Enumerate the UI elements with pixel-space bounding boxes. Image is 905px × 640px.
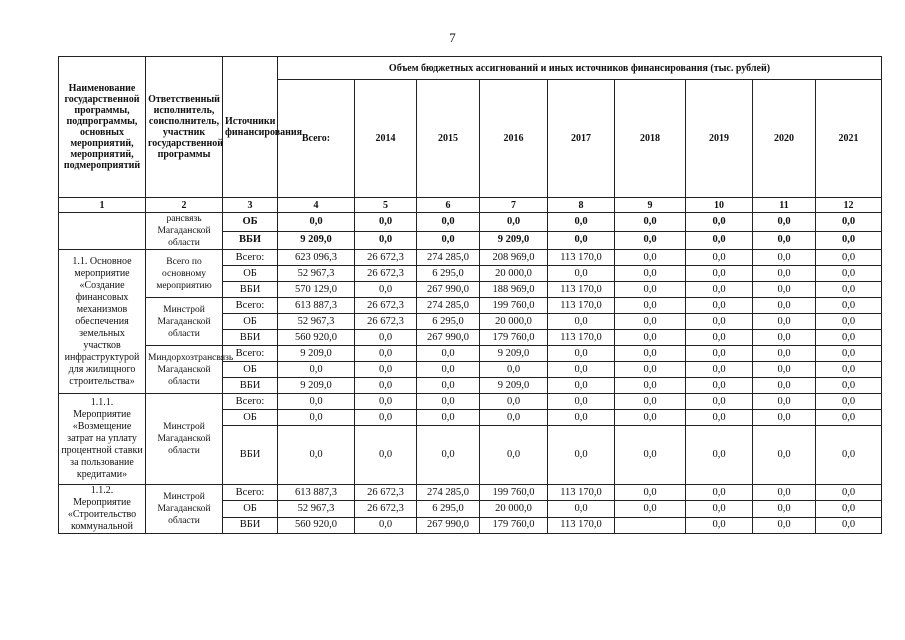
header-year: 2021 [816,80,882,198]
value-cell: 0,0 [355,410,417,426]
value-cell: 0,0 [417,378,480,394]
value-cell: 0,0 [686,282,753,298]
funding-source: ОБ [223,410,278,426]
value-cell: 20 000,0 [480,501,548,517]
value-cell: 0,0 [686,231,753,250]
header-year: 2019 [686,80,753,198]
value-cell: 0,0 [615,426,686,485]
value-cell: 0,0 [278,426,355,485]
value-cell: 0,0 [816,485,882,501]
value-cell: 0,0 [355,394,417,410]
value-cell: 0,0 [816,362,882,378]
value-cell: 0,0 [355,231,417,250]
value-cell: 0,0 [615,330,686,346]
value-cell: 0,0 [816,378,882,394]
header-year: 2016 [480,80,548,198]
value-cell: 0,0 [355,362,417,378]
value-cell: 0,0 [480,394,548,410]
value-cell: 0,0 [686,410,753,426]
value-cell: 0,0 [355,282,417,298]
value-cell: 0,0 [686,517,753,533]
value-cell: 188 969,0 [480,282,548,298]
value-cell: 0,0 [417,426,480,485]
value-cell: 9 209,0 [480,378,548,394]
executor-name: рансвязь Магаданской области [146,213,223,250]
value-cell: 0,0 [753,266,816,282]
value-cell: 0,0 [548,394,615,410]
value-cell: 267 990,0 [417,330,480,346]
value-cell: 0,0 [278,213,355,232]
funding-source: ВБИ [223,282,278,298]
value-cell: 26 672,3 [355,485,417,501]
value-cell: 0,0 [355,517,417,533]
value-cell: 0,0 [686,501,753,517]
value-cell: 0,0 [417,394,480,410]
value-cell: 0,0 [278,362,355,378]
value-cell: 9 209,0 [480,346,548,362]
funding-source: ВБИ [223,426,278,485]
column-number: 3 [223,198,278,213]
value-cell: 0,0 [615,410,686,426]
table-row [59,346,882,362]
funding-source: ВБИ [223,517,278,533]
value-cell: 0,0 [615,394,686,410]
value-cell: 0,0 [355,346,417,362]
value-cell: 0,0 [417,213,480,232]
value-cell: 113 170,0 [548,298,615,314]
value-cell: 0,0 [615,501,686,517]
column-number: 9 [615,198,686,213]
value-cell: 0,0 [355,330,417,346]
value-cell: 0,0 [686,330,753,346]
value-cell: 26 672,3 [355,314,417,330]
funding-source: ВБИ [223,330,278,346]
funding-source: Всего: [223,485,278,501]
table-row [59,298,882,314]
value-cell: 0,0 [355,378,417,394]
funding-source: Всего: [223,298,278,314]
header-year: 2020 [753,80,816,198]
value-cell: 0,0 [615,346,686,362]
value-cell: 0,0 [753,362,816,378]
value-cell: 0,0 [615,231,686,250]
value-cell: 0,0 [753,501,816,517]
value-cell: 0,0 [615,362,686,378]
value-cell: 0,0 [753,282,816,298]
value-cell: 0,0 [480,410,548,426]
value-cell: 0,0 [753,314,816,330]
value-cell: 0,0 [278,394,355,410]
value-cell: 0,0 [615,282,686,298]
value-cell: 0,0 [753,213,816,232]
value-cell: 0,0 [816,426,882,485]
value-cell: 9 209,0 [278,346,355,362]
header-year: 2018 [615,80,686,198]
value-cell: 9 209,0 [480,231,548,250]
value-cell: 0,0 [615,213,686,232]
column-number: 11 [753,198,816,213]
value-cell: 0,0 [480,213,548,232]
value-cell: 52 967,3 [278,501,355,517]
value-cell: 0,0 [816,330,882,346]
value-cell: 0,0 [417,346,480,362]
value-cell: 274 285,0 [417,250,480,266]
value-cell: 52 967,3 [278,314,355,330]
funding-source: ОБ [223,266,278,282]
value-cell: 0,0 [615,250,686,266]
value-cell: 267 990,0 [417,282,480,298]
funding-source: ВБИ [223,378,278,394]
program-name: 1.1.1. Мероприятие «Возмещение затрат на уплату процентной ставки за пользование кредитами» [59,394,146,485]
funding-source: Всего: [223,394,278,410]
value-cell: 20 000,0 [480,266,548,282]
funding-source: ОБ [223,213,278,232]
header-year: 2014 [355,80,417,198]
column-number: 12 [816,198,882,213]
table-row [59,485,882,501]
value-cell: 6 295,0 [417,314,480,330]
value-cell: 0,0 [753,231,816,250]
value-cell: 0,0 [548,314,615,330]
value-cell: 0,0 [753,410,816,426]
value-cell: 113 170,0 [548,282,615,298]
value-cell: 0,0 [417,410,480,426]
value-cell: 0,0 [816,266,882,282]
value-cell: 0,0 [417,362,480,378]
value-cell: 0,0 [548,362,615,378]
value-cell: 0,0 [548,378,615,394]
value-cell: 0,0 [548,213,615,232]
header-source: Источники финансирования [223,57,278,198]
value-cell: 0,0 [816,213,882,232]
column-number: 4 [278,198,355,213]
value-cell: 179 760,0 [480,517,548,533]
value-cell: 0,0 [548,346,615,362]
value-cell: 0,0 [686,314,753,330]
executor-name: Минстрой Магаданской области [146,485,223,534]
executor-name: Минстрой Магаданской области [146,298,223,346]
column-number: 2 [146,198,223,213]
value-cell: 0,0 [753,250,816,266]
value-cell: 274 285,0 [417,298,480,314]
program-name: 1.1.2. Мероприятие «Строительство коммунальной [59,485,146,534]
value-cell: 0,0 [615,485,686,501]
value-cell: 0,0 [816,282,882,298]
value-cell: 0,0 [753,378,816,394]
value-cell: 0,0 [816,250,882,266]
value-cell: 113 170,0 [548,250,615,266]
column-number: 6 [417,198,480,213]
program-name [59,213,146,250]
executor-name: Всего по основному мероприятию [146,250,223,298]
value-cell: 0,0 [816,346,882,362]
value-cell: 199 760,0 [480,298,548,314]
executor-name: Минстрой Магаданской области [146,394,223,485]
column-number: 8 [548,198,615,213]
value-cell: 26 672,3 [355,266,417,282]
value-cell: 0,0 [816,410,882,426]
value-cell: 0,0 [753,330,816,346]
value-cell: 26 672,3 [355,501,417,517]
funding-source: ОБ [223,314,278,330]
table-row [59,213,882,232]
value-cell: 0,0 [816,231,882,250]
value-cell: 0,0 [417,231,480,250]
column-number: 1 [59,198,146,213]
value-cell: 113 170,0 [548,485,615,501]
program-name: 1.1. Основное мероприятие «Создание финансовых механизмов обеспечения земельных участков инфраструктурой для жилищного строительства» [59,250,146,394]
table-row [59,394,882,410]
header-year: 2017 [548,80,615,198]
value-cell: 199 760,0 [480,485,548,501]
header-year: Всего: [278,80,355,198]
header-executor: Ответственный исполнитель, соисполнитель, участник государственной программы [146,57,223,198]
value-cell: 52 967,3 [278,266,355,282]
value-cell: 0,0 [615,314,686,330]
funding-source: Всего: [223,250,278,266]
value-cell: 26 672,3 [355,250,417,266]
value-cell: 0,0 [686,378,753,394]
value-cell: 0,0 [686,213,753,232]
funding-source: Всего: [223,346,278,362]
header-program: Наименование государственной программы, подпрограммы, основных мероприятий, мероприятий, подмероприятий [59,57,146,198]
executor-name: Миндорхозтрансвязь Магаданской области [146,346,223,394]
header-group: Объем бюджетных ассигнований и иных источников финансирования (тыс. рублей) [278,57,882,80]
value-cell: 0,0 [615,378,686,394]
page-number: 7 [449,30,456,45]
value-cell: 6 295,0 [417,501,480,517]
table-row [59,250,882,266]
value-cell: 0,0 [686,250,753,266]
value-cell: 0,0 [548,426,615,485]
value-cell: 274 285,0 [417,485,480,501]
value-cell: 267 990,0 [417,517,480,533]
value-cell: 0,0 [278,410,355,426]
value-cell: 0,0 [686,485,753,501]
value-cell: 0,0 [686,426,753,485]
value-cell: 623 096,3 [278,250,355,266]
value-cell: 179 760,0 [480,330,548,346]
budget-table [58,56,882,534]
value-cell: 0,0 [686,362,753,378]
value-cell: 0,0 [480,362,548,378]
value-cell: 0,0 [548,501,615,517]
value-cell: 613 887,3 [278,298,355,314]
value-cell: 0,0 [686,266,753,282]
value-cell: 0,0 [686,394,753,410]
header-year: 2015 [417,80,480,198]
value-cell: 113 170,0 [548,517,615,533]
value-cell: 0,0 [753,394,816,410]
funding-source: ОБ [223,501,278,517]
value-cell: 0,0 [816,298,882,314]
value-cell: 0,0 [355,213,417,232]
value-cell: 613 887,3 [278,485,355,501]
value-cell: 0,0 [816,314,882,330]
value-cell: 0,0 [548,266,615,282]
column-number: 10 [686,198,753,213]
value-cell: 0,0 [548,231,615,250]
funding-source: ВБИ [223,231,278,250]
funding-source: ОБ [223,362,278,378]
column-number: 7 [480,198,548,213]
value-cell: 9 209,0 [278,231,355,250]
value-cell: 20 000,0 [480,314,548,330]
value-cell: 0,0 [753,298,816,314]
value-cell: 208 969,0 [480,250,548,266]
value-cell: 0,0 [816,394,882,410]
value-cell: 560 920,0 [278,517,355,533]
column-number: 5 [355,198,417,213]
value-cell: 0,0 [753,485,816,501]
value-cell: 0,0 [480,426,548,485]
value-cell: 0,0 [753,346,816,362]
value-cell: 0,0 [753,517,816,533]
value-cell: 0,0 [615,298,686,314]
value-cell: 0,0 [615,266,686,282]
value-cell: 560 920,0 [278,330,355,346]
value-cell: 0,0 [548,410,615,426]
value-cell: 0,0 [816,501,882,517]
value-cell: 113 170,0 [548,330,615,346]
value-cell: 0,0 [753,426,816,485]
value-cell: 0,0 [686,298,753,314]
value-cell: 0,0 [816,517,882,533]
value-cell: 570 129,0 [278,282,355,298]
value-cell: 26 672,3 [355,298,417,314]
value-cell [615,517,686,533]
value-cell: 0,0 [355,426,417,485]
value-cell: 6 295,0 [417,266,480,282]
value-cell: 0,0 [686,346,753,362]
value-cell: 9 209,0 [278,378,355,394]
